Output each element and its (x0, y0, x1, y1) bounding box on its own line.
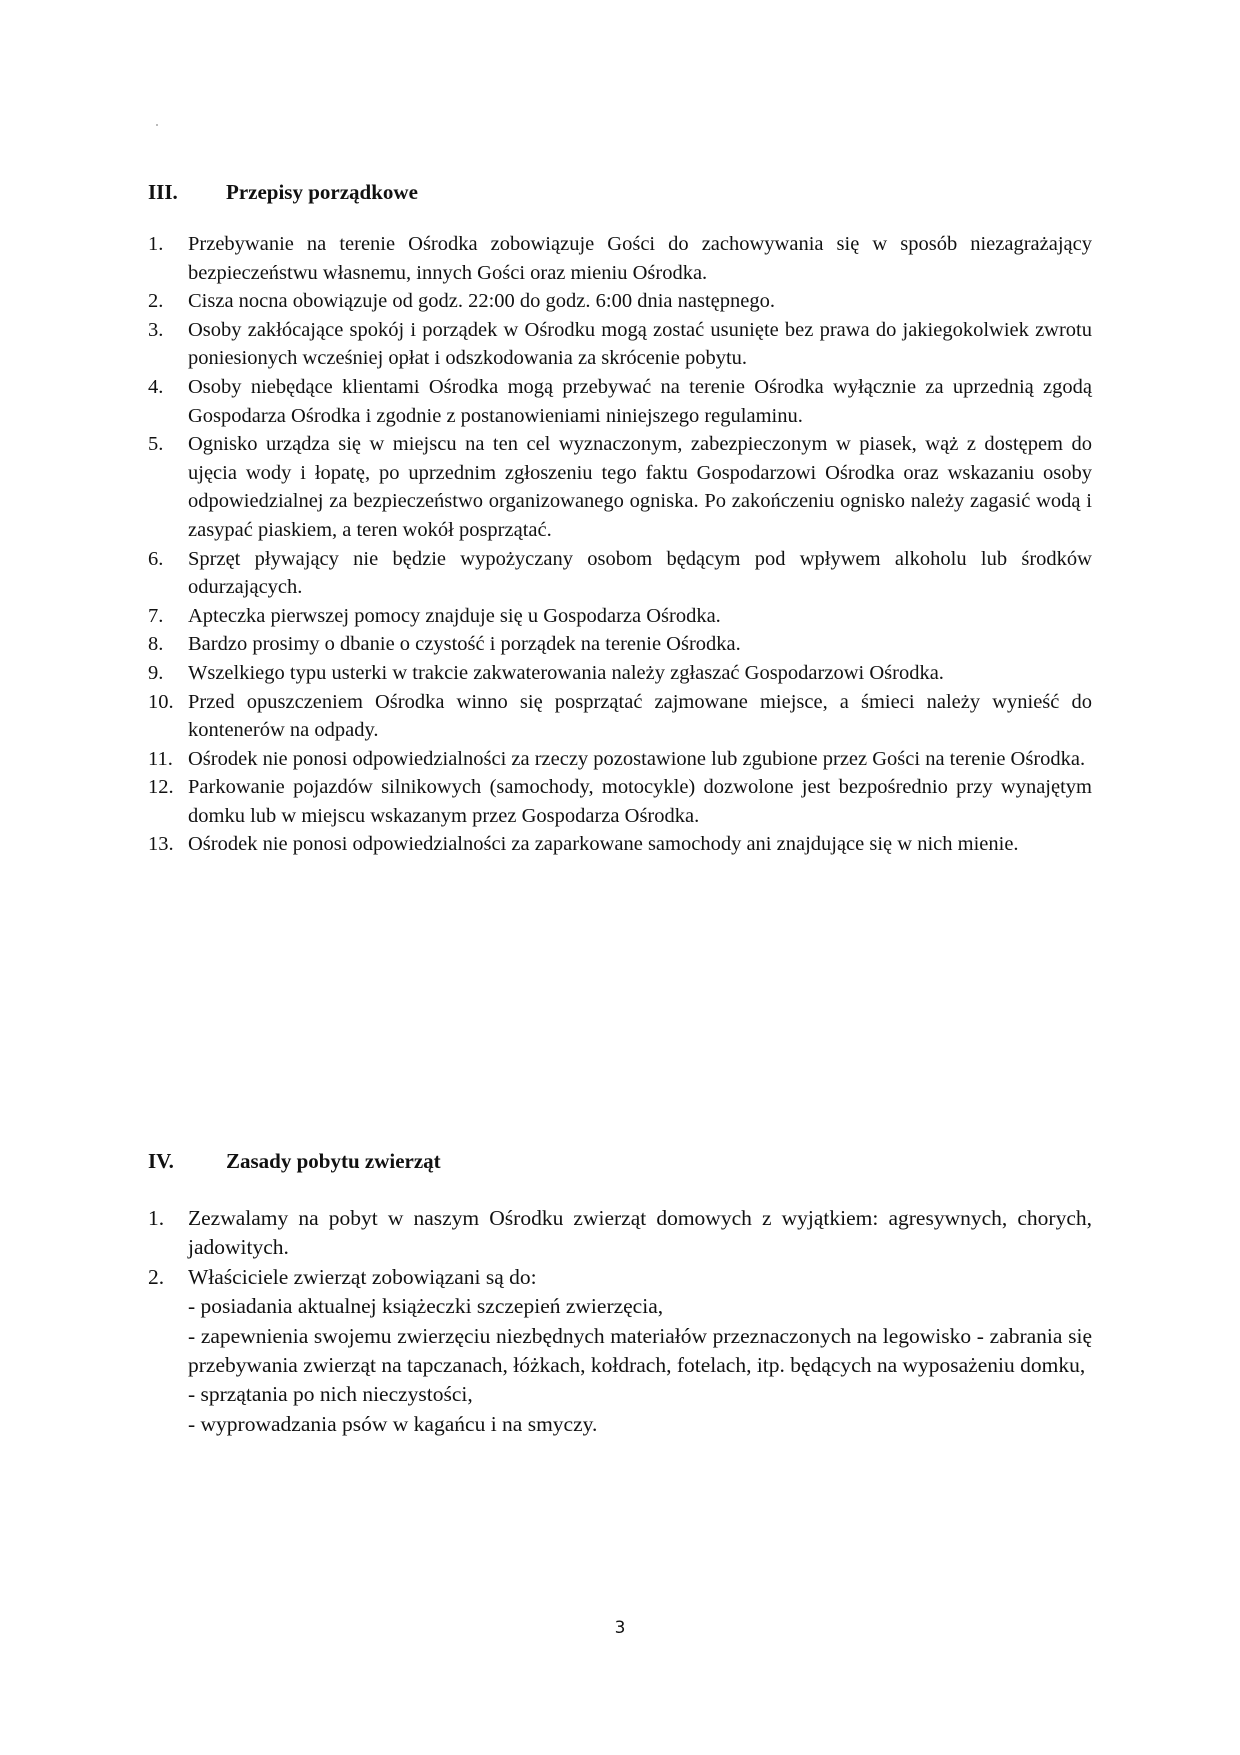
item-text: Sprzęt pływający nie będzie wypożyczany osobom będącym pod wpływem alkoholu lub środków odurzających. (188, 547, 1092, 599)
item-number: 1. (148, 1206, 165, 1230)
item-text: Ośrodek nie ponosi odpowiedzialności za zaparkowane samochody ani znajdujące się w nich mienie. (188, 833, 1019, 856)
item-number: 7. (148, 604, 164, 627)
item-text: Przed opuszczeniem Ośrodka winno się posprzątać zajmowane miejsce, a śmieci należy wynieść do kontenerów na odpady. (188, 690, 1092, 742)
list-item (148, 602, 1092, 631)
rules-list (148, 230, 1092, 859)
item-number: 11. (148, 747, 173, 770)
item-text: Bardzo prosimy o dbanie o czystość i porządek na terenie Ośrodka. (188, 633, 741, 656)
item-text: Przebywanie na terenie Ośrodka zobowiązuje Gości do zachowywania się w sposób niezagrażający bezpieczeństwu własnemu, innych Gości oraz mieniu Ośrodka. (188, 233, 1092, 284)
list-item (148, 430, 1092, 544)
list-item (148, 1204, 1092, 1263)
item-number: 6. (148, 547, 164, 570)
list-item (148, 773, 1092, 830)
list-item (148, 316, 1092, 373)
sub-item: - posiadania aktualnej książeczki szczepień zwierzęcia, (188, 1294, 664, 1319)
item-number: 10. (148, 690, 174, 713)
list-item (148, 373, 1092, 430)
sub-item: - wyprowadzania psów w kagańcu i na smyczy. (188, 1411, 598, 1436)
section-number: IV. (148, 1149, 174, 1173)
item-number: 3. (148, 318, 164, 341)
section-heading-iv (148, 1147, 441, 1175)
list-item (148, 1263, 1092, 1439)
list-item (148, 688, 1092, 745)
item-text: Apteczka pierwszej pomocy znajduje się u Gospodarza Ośrodka. (188, 604, 721, 627)
item-text: Właściciele zwierząt zobowiązani są do: (188, 1264, 537, 1289)
item-text: Osoby niebędące klientami Ośrodka mogą przebywać na terenie Ośrodka wyłącznie za uprzednią zgodą Gospodarza Ośrodka i zgodnie z postanowieniami niniejszego regulaminu. (188, 375, 1092, 427)
animal-rules-list (148, 1204, 1092, 1439)
sub-item: - sprzątania po nich nieczystości, (188, 1382, 473, 1407)
item-number: 12. (148, 776, 174, 799)
item-text: Wszelkiego typu usterki w trakcie zakwaterowania należy zgłaszać Gospodarzowi Ośrodka. (188, 661, 944, 684)
item-text: Zezwalamy na pobyt w naszym Ośrodku zwierząt domowych z wyjątkiem: agresywnych, chorych, jadowitych. (188, 1206, 1092, 1260)
item-text: Osoby zakłócające spokój i porządek w Ośrodku mogą zostać usunięte bez prawa do jakiegokolwiek zwrotu poniesionych wcześniej opłat i odszkodowania za skrócenie pobytu. (188, 318, 1092, 370)
list-item (148, 230, 1092, 287)
item-number: 8. (148, 633, 164, 656)
list-item (148, 287, 1092, 316)
item-number: 2. (148, 1264, 165, 1289)
item-number: 4. (148, 375, 164, 398)
section-number: III. (148, 180, 178, 204)
item-number: 2. (148, 290, 164, 313)
item-text: Ośrodek nie ponosi odpowiedzialności za rzeczy pozostawione lub zgubione przez Gości na terenie Ośrodka. (188, 747, 1086, 770)
section-heading-iii (148, 178, 418, 206)
list-item (148, 745, 1092, 774)
item-number: 5. (148, 433, 164, 456)
list-item (148, 830, 1092, 859)
item-number: 1. (148, 233, 164, 255)
page-number: 3 (614, 1618, 626, 1638)
item-text: Ognisko urządza się w miejscu na ten cel wyznaczonym, zabezpieczonym w piasek, wąż z dostępem do ujęcia wody i łopatę, po uprzednim zgłoszeniu tego faktu Gospodarzowi Ośrodka oraz wskazaniu osoby odpowiedzialnej za bezpieczeństwo organizowanego ogniska. Po zakończeniu ognisko należy zagasić wodą i zasypać piaskiem, a teren wokół posprzątać. (188, 433, 1092, 541)
item-text: Cisza nocna obowiązuje od godz. 22:00 do godz. 6:00 dnia następnego. (188, 290, 775, 313)
sub-item: - zapewnienia swojemu zwierzęciu niezbędnych materiałów przeznaczonych na legowisko - zabrania się przebywania zwierząt na tapczanach, łóżkach, kołdrach, fotelach, itp. będących na wyposażeniu domku, (188, 1323, 1092, 1378)
item-number: 13. (148, 833, 174, 856)
section-title: Przepisy porządkowe (226, 180, 418, 204)
section-title: Zasady pobytu zwierząt (226, 1149, 441, 1173)
scan-artifact (156, 124, 158, 126)
list-item (148, 630, 1092, 659)
item-text: Parkowanie pojazdów silnikowych (samochody, motocykle) dozwolone jest bezpośrednio przy wynajętym domku lub w miejscu wskazanym przez Gospodarza Ośrodka. (188, 776, 1092, 827)
item-number: 9. (148, 661, 164, 684)
list-item (148, 659, 1092, 688)
list-item (148, 545, 1092, 602)
